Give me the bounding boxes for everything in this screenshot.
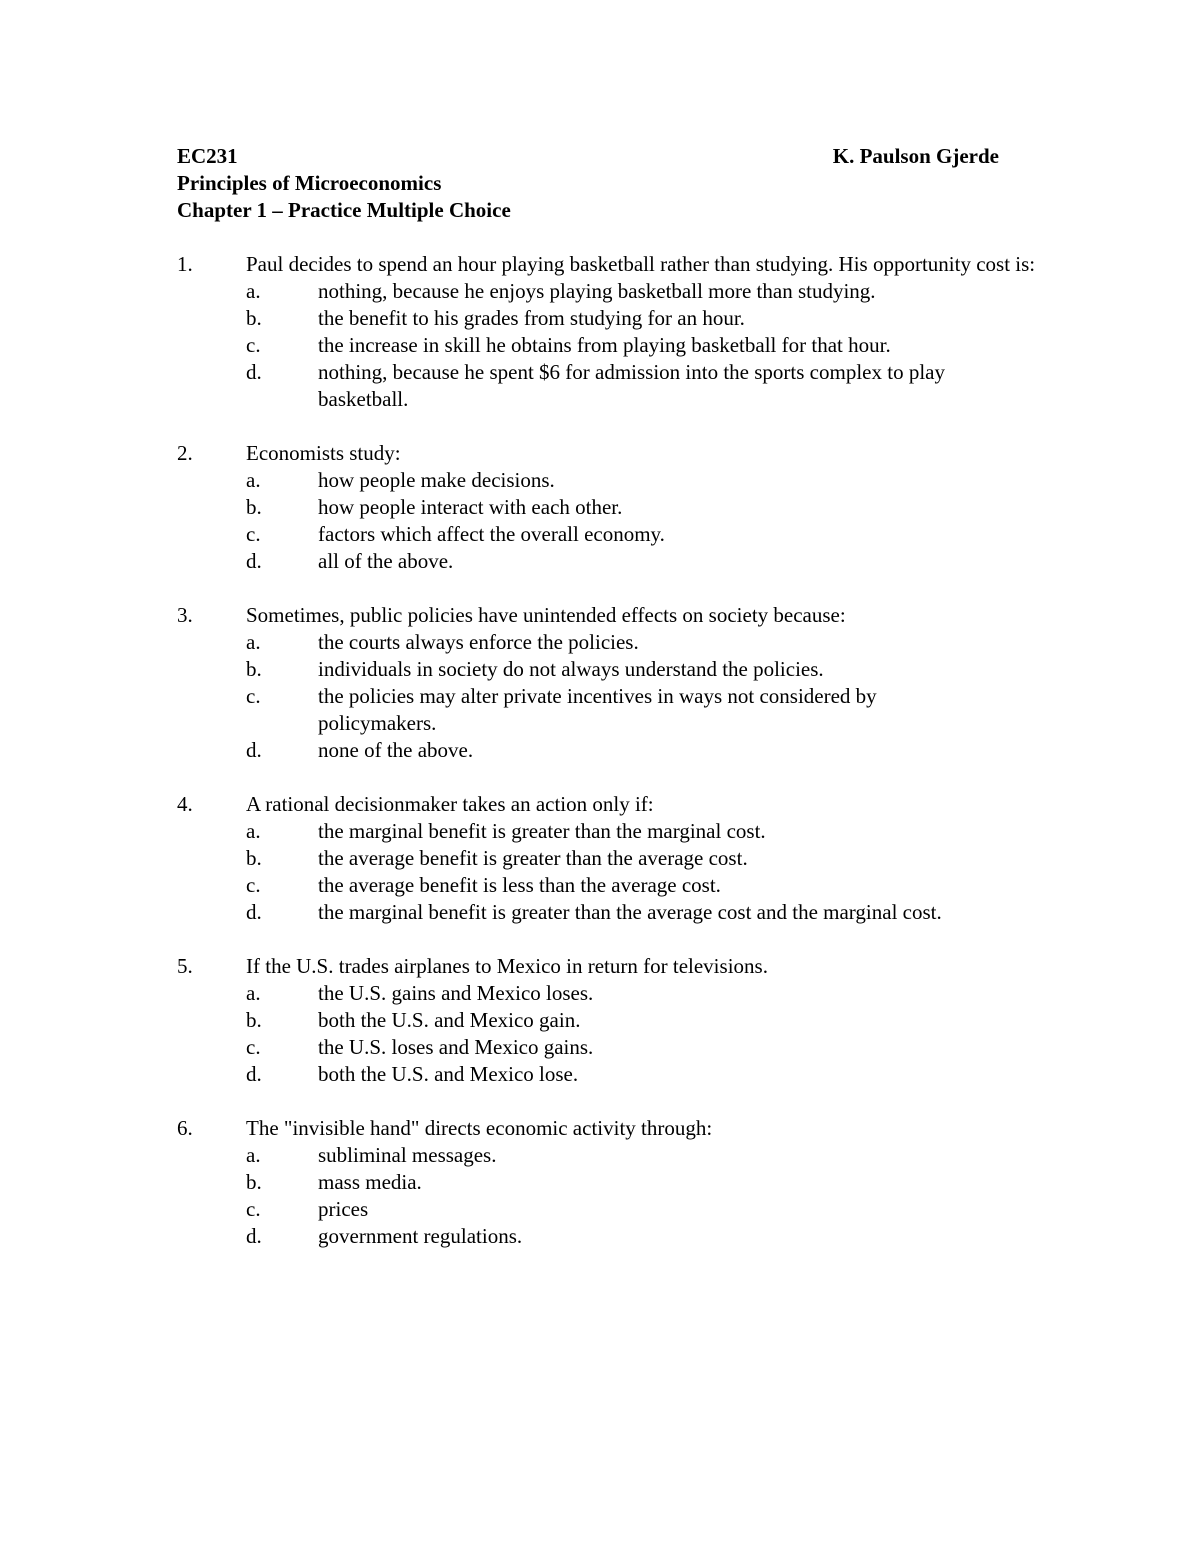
question-list xyxy=(177,251,1037,1277)
answer-option xyxy=(246,737,1037,764)
question-number: 5. xyxy=(177,954,193,978)
question-number: 3. xyxy=(177,603,193,627)
question-5 xyxy=(177,953,1037,1088)
answer-option xyxy=(246,845,1037,872)
option-text: the marginal benefit is greater than the average cost and the marginal cost. xyxy=(318,900,942,924)
option-letter: a. xyxy=(246,468,261,492)
option-letter: c. xyxy=(246,522,261,546)
option-letter: a. xyxy=(246,981,261,1005)
answer-option xyxy=(246,656,1037,683)
chapter-title: Chapter 1 – Practice Multiple Choice xyxy=(177,198,511,222)
option-letter: a. xyxy=(246,1143,261,1167)
option-letter: d. xyxy=(246,1224,262,1248)
option-letter: c. xyxy=(246,684,261,708)
course-title: Principles of Microeconomics xyxy=(177,171,442,195)
option-letter: b. xyxy=(246,1170,262,1194)
answer-option xyxy=(246,359,1037,413)
question-3 xyxy=(177,602,1037,764)
option-text: government regulations. xyxy=(318,1224,523,1248)
option-text: all of the above. xyxy=(318,549,454,573)
option-text: the marginal benefit is greater than the marginal cost. xyxy=(318,819,766,843)
option-text: nothing, because he enjoys playing basketball more than studying. xyxy=(318,279,876,303)
answer-option xyxy=(246,1223,1037,1250)
answer-option xyxy=(246,494,1037,521)
option-text: prices xyxy=(318,1197,369,1221)
question-6 xyxy=(177,1115,1037,1250)
option-letter: a. xyxy=(246,630,261,654)
question-2 xyxy=(177,440,1037,575)
answer-option xyxy=(246,872,1037,899)
question-number: 4. xyxy=(177,792,193,816)
answer-option xyxy=(246,899,1037,926)
option-text: the U.S. gains and Mexico loses. xyxy=(318,981,594,1005)
answer-option xyxy=(246,1142,1037,1169)
option-text: the U.S. loses and Mexico gains. xyxy=(318,1035,594,1059)
question-text: Paul decides to spend an hour playing basketball rather than studying. His opportunity cost is: xyxy=(246,252,1036,276)
option-text: both the U.S. and Mexico lose. xyxy=(318,1062,579,1086)
option-letter: b. xyxy=(246,1008,262,1032)
option-letter: d. xyxy=(246,360,262,384)
option-text: the average benefit is greater than the average cost. xyxy=(318,846,748,870)
answer-option xyxy=(246,1034,1037,1061)
answer-option xyxy=(246,980,1037,1007)
option-text: nothing, because he spent $6 for admission into the sports complex to play basketball. xyxy=(318,360,945,411)
answer-option xyxy=(246,818,1037,845)
question-1 xyxy=(177,251,1037,413)
option-letter: c. xyxy=(246,873,261,897)
option-text: how people interact with each other. xyxy=(318,495,623,519)
option-text: subliminal messages. xyxy=(318,1143,497,1167)
answer-option xyxy=(246,305,1037,332)
course-code: EC231 xyxy=(177,144,238,168)
answer-option xyxy=(246,467,1037,494)
option-text: the courts always enforce the policies. xyxy=(318,630,639,654)
option-letter: a. xyxy=(246,819,261,843)
question-number: 1. xyxy=(177,252,193,276)
question-text: Economists study: xyxy=(246,441,401,465)
answer-option xyxy=(246,683,1037,737)
option-text: both the U.S. and Mexico gain. xyxy=(318,1008,581,1032)
answer-option xyxy=(246,278,1037,305)
option-letter: b. xyxy=(246,306,262,330)
header-top-row xyxy=(177,143,999,170)
question-text: The "invisible hand" directs economic activity through: xyxy=(246,1116,713,1140)
option-text: factors which affect the overall economy. xyxy=(318,522,665,546)
answer-option xyxy=(246,1196,1037,1223)
option-text: individuals in society do not always understand the policies. xyxy=(318,657,824,681)
answer-option xyxy=(246,629,1037,656)
option-letter: b. xyxy=(246,657,262,681)
option-letter: d. xyxy=(246,549,262,573)
answer-option xyxy=(246,1007,1037,1034)
option-letter: d. xyxy=(246,900,262,924)
question-text: Sometimes, public policies have unintended effects on society because: xyxy=(246,603,846,627)
answer-option xyxy=(246,332,1037,359)
question-number: 6. xyxy=(177,1116,193,1140)
question-text: If the U.S. trades airplanes to Mexico in return for televisions. xyxy=(246,954,768,978)
option-text: the increase in skill he obtains from playing basketball for that hour. xyxy=(318,333,891,357)
option-text: mass media. xyxy=(318,1170,422,1194)
question-number: 2. xyxy=(177,441,193,465)
option-letter: c. xyxy=(246,1197,261,1221)
answer-option xyxy=(246,521,1037,548)
option-letter: b. xyxy=(246,846,262,870)
option-letter: d. xyxy=(246,738,262,762)
option-text: the policies may alter private incentives in ways not considered by policymakers. xyxy=(318,684,877,735)
option-letter: a. xyxy=(246,279,261,303)
instructor-name: K. Paulson Gjerde xyxy=(832,144,999,168)
option-text: the benefit to his grades from studying for an hour. xyxy=(318,306,745,330)
option-letter: c. xyxy=(246,333,261,357)
option-text: the average benefit is less than the average cost. xyxy=(318,873,721,897)
option-letter: b. xyxy=(246,495,262,519)
option-text: none of the above. xyxy=(318,738,474,762)
answer-option xyxy=(246,548,1037,575)
document-header xyxy=(177,143,999,224)
option-text: how people make decisions. xyxy=(318,468,555,492)
question-text: A rational decisionmaker takes an action only if: xyxy=(246,792,654,816)
option-letter: c. xyxy=(246,1035,261,1059)
option-letter: d. xyxy=(246,1062,262,1086)
answer-option xyxy=(246,1169,1037,1196)
question-4 xyxy=(177,791,1037,926)
answer-option xyxy=(246,1061,1037,1088)
